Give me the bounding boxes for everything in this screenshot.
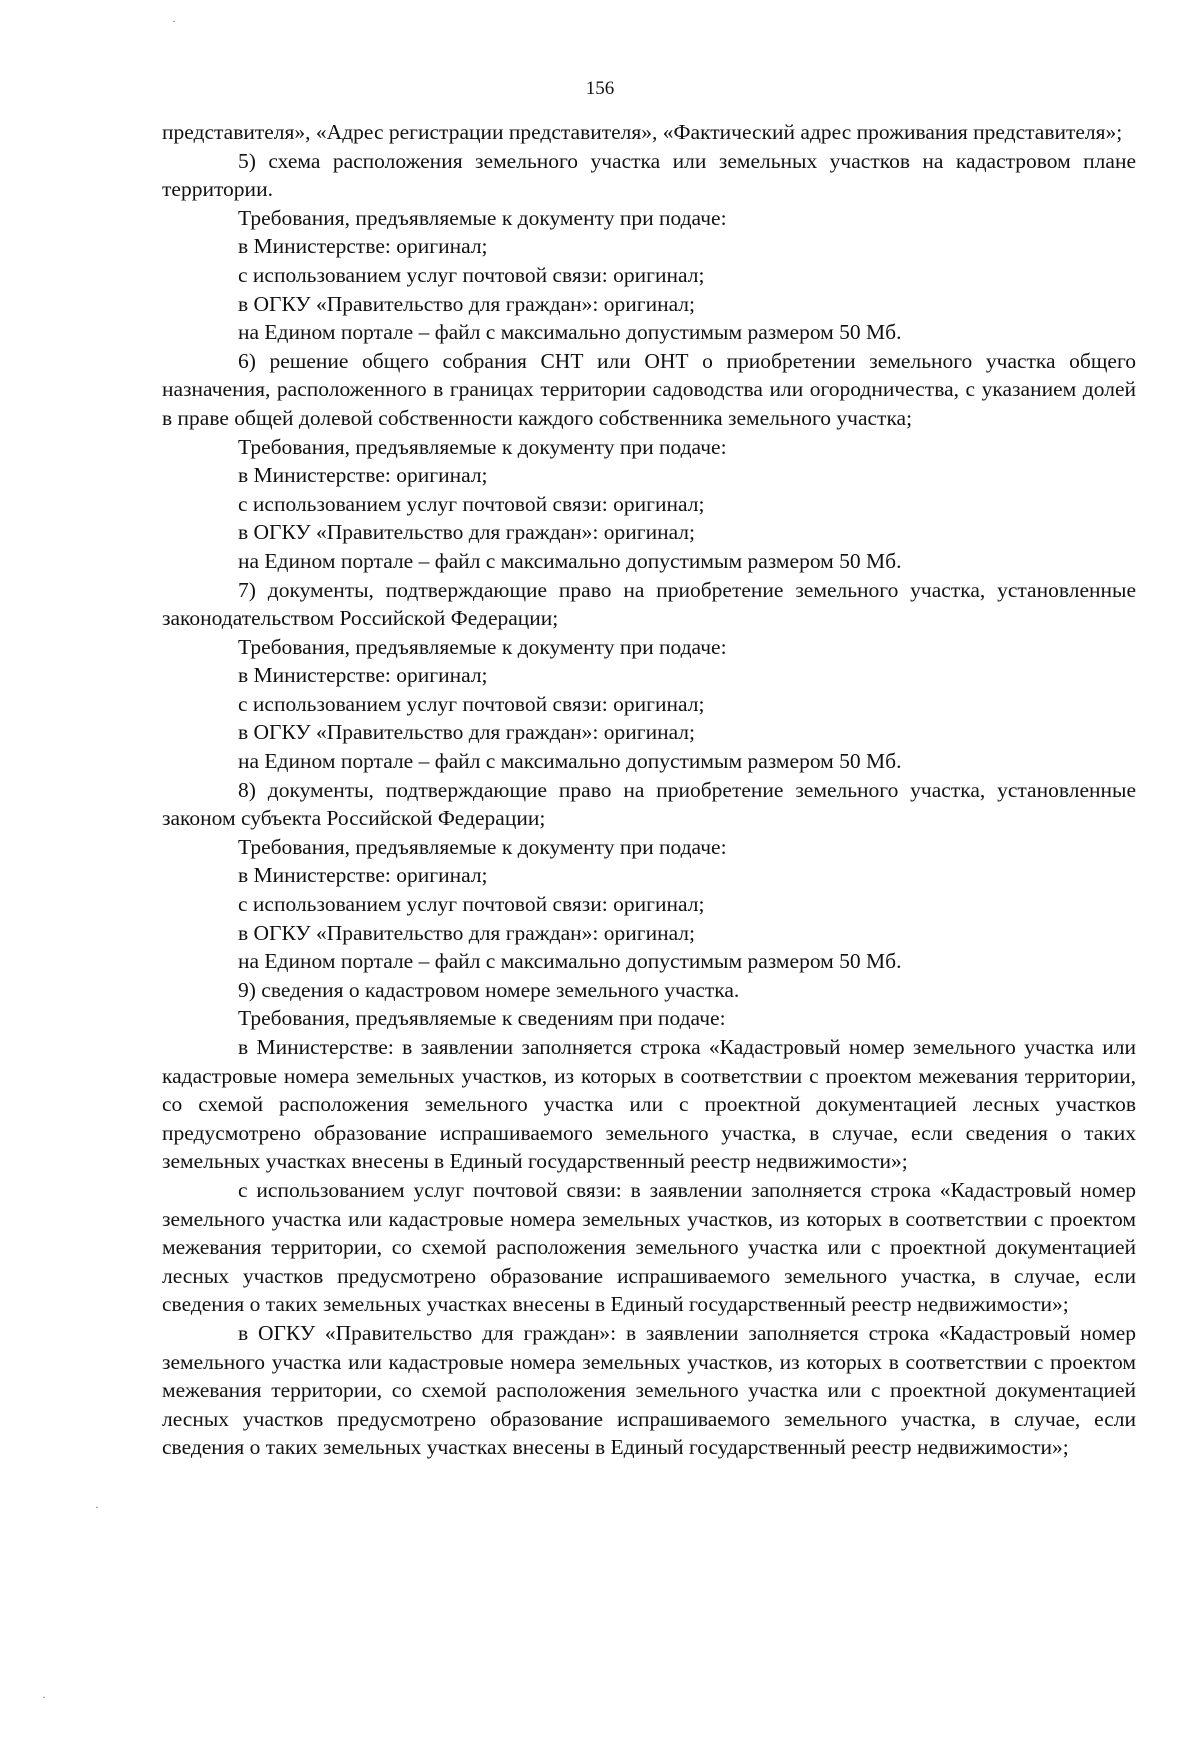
- list-item-9: 9) сведения о кадастровом номере земельного участка.: [238, 977, 740, 1002]
- requirement-line: в ОГКУ «Правительство для граждан»: оригинал;: [238, 520, 696, 545]
- page-number: 156: [585, 78, 615, 99]
- requirements-heading: Требования, предъявляемые к документу при подаче:: [238, 434, 727, 459]
- requirement-line: с использованием услуг почтовой связи: оригинал;: [238, 892, 705, 917]
- scan-speck: ·: [95, 1500, 99, 1514]
- requirement-line: на Едином портале – файл с максимально допустимым размером 50 Мб.: [238, 548, 902, 573]
- scan-speck: ·: [172, 14, 176, 28]
- requirement-line: с использованием услуг почтовой связи: оригинал;: [238, 691, 705, 716]
- requirement-line: в Министерстве: оригинал;: [238, 234, 488, 259]
- requirements-heading: Требования, предъявляемые к документу при подаче:: [238, 834, 727, 859]
- requirement-line: на Едином портале – файл с максимально допустимым размером 50 Мб.: [238, 749, 902, 774]
- list-item-5: 5) схема расположения земельного участка или земельных участков на кадастровом плане территории.: [162, 148, 1136, 202]
- requirement-paragraph: с использованием услуг почтовой связи: в заявлении заполняется строка «Кадастровый номер земельного участка или кадастровые номера земельных участков, из которых в соответствии с проектом межевания территории, со схемой расположения земельного участка или с проектной документацией лесных участков предусмотрено образование испрашиваемого земельного участка, в случае, если сведения о таких земельных участках внесены в Единый государственный реестр недвижимости»;: [162, 1177, 1136, 1317]
- scan-speck: ·: [42, 1690, 46, 1704]
- requirement-line: в ОГКУ «Правительство для граждан»: оригинал;: [238, 720, 696, 745]
- requirements-heading: Требования, предъявляемые к документу при подаче:: [238, 205, 727, 230]
- document-body: [162, 118, 1136, 1462]
- requirement-line: в Министерстве: оригинал;: [238, 663, 488, 688]
- requirement-line: в ОГКУ «Правительство для граждан»: оригинал;: [238, 920, 696, 945]
- requirements-heading: Требования, предъявляемые к сведениям при подаче:: [238, 1006, 726, 1031]
- requirement-line: в Министерстве: оригинал;: [238, 863, 488, 888]
- requirement-line: в ОГКУ «Правительство для граждан»: оригинал;: [238, 291, 696, 316]
- list-item-7: 7) документы, подтверждающие право на приобретение земельного участка, установленные законодательством Российской Федерации;: [162, 577, 1136, 631]
- requirement-line: на Едином портале – файл с максимально допустимым размером 50 Мб.: [238, 320, 902, 345]
- requirement-line: с использованием услуг почтовой связи: оригинал;: [238, 491, 705, 516]
- requirement-line: на Едином портале – файл с максимально допустимым размером 50 Мб.: [238, 949, 902, 974]
- paragraph: представителя», «Адрес регистрации представителя», «Фактический адрес проживания представителя»;: [162, 120, 1123, 144]
- requirement-paragraph: в Министерстве: в заявлении заполняется строка «Кадастровый номер земельного участка или кадастровые номера земельных участков, из которых в соответствии с проектом межевания территории, со схемой расположения земельного участка или с проектной документацией лесных участков предусмотрено образование испрашиваемого земельного участка, в случае, если сведения о таких земельных участках внесены в Единый государственный реестр недвижимости»;: [162, 1035, 1136, 1174]
- requirements-heading: Требования, предъявляемые к документу при подаче:: [238, 634, 727, 659]
- requirement-line: с использованием услуг почтовой связи: оригинал;: [238, 262, 705, 287]
- requirement-paragraph: в ОГКУ «Правительство для граждан»: в заявлении заполняется строка «Кадастровый номер земельного участка или кадастровые номера земельных участков, из которых в соответствии с проектом межевания территории, со схемой расположения земельного участка или с проектной документацией лесных участков предусмотрено образование испрашиваемого земельного участка, в случае, если сведения о таких земельных участках внесены в Единый государственный реестр недвижимости»;: [162, 1320, 1136, 1460]
- requirement-line: в Министерстве: оригинал;: [238, 463, 488, 488]
- list-item-6: 6) решение общего собрания СНТ или ОНТ о приобретении земельного участка общего назначения, расположенного в границах территории садоводства или огородничества, с указанием долей в праве общей долевой собственности каждого собственника земельного участка;: [162, 348, 1136, 430]
- list-item-8: 8) документы, подтверждающие право на приобретение земельного участка, установленные законом субъекта Российской Федерации;: [162, 777, 1136, 831]
